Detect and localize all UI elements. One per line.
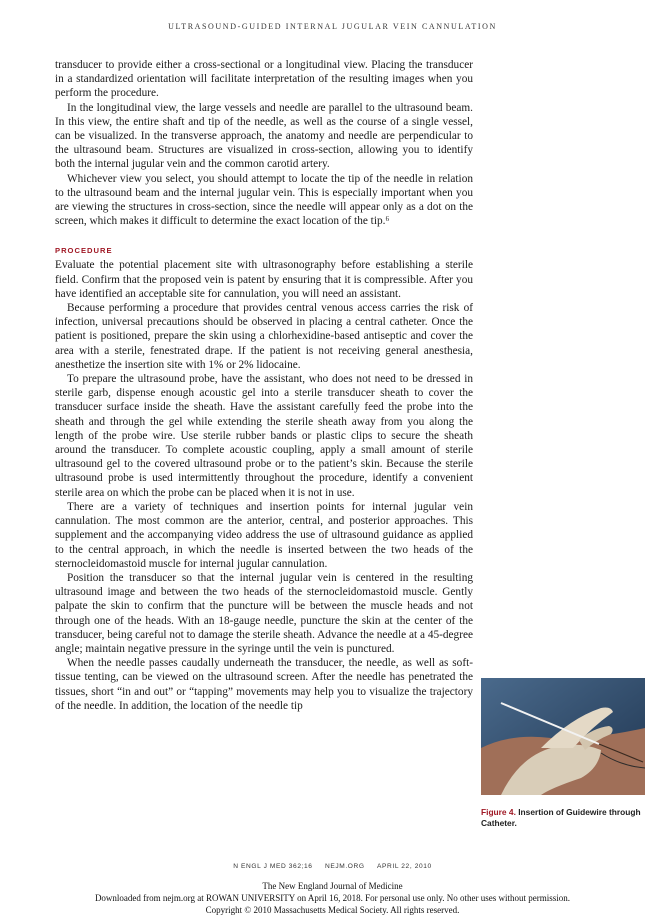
- figure-label: Figure 4.: [481, 807, 516, 817]
- figure-4: [481, 678, 645, 829]
- figure-photo: [481, 678, 645, 795]
- footer-journal: N ENGL J MED 362;16: [233, 863, 313, 870]
- figure-caption-text: Insertion of Guidewire through Catheter.: [481, 807, 641, 828]
- download-notice-title: The New England Journal of Medicine: [262, 881, 403, 891]
- article-body: [55, 58, 473, 713]
- paragraph: There are a variety of techniques and insertion points for internal jugular vein cannulation. The most common are the anterior, central, and posterior approaches. This supplement and the accompanying video address the use of ultrasound guidance as applied to the central approach, in which the needle is inserted between the two heads of the sternocleidomastoid muscle for internal jugular cannulation.: [55, 500, 473, 570]
- paragraph: In the longitudinal view, the large vessels and needle are parallel to the ultrasound beam. In this view, the entire shaft and tip of the needle, as well as the course of a single vessel, can be visualized. In the transverse approach, the anatomy and needle are perpendicular to the ultrasound beam. Structures are visualized in cross-section, allowing you to identify both the internal jugular vein and the common carotid artery.: [55, 101, 473, 171]
- copyright-notice: Copyright © 2010 Massachusetts Medical Society. All rights reserved.: [205, 905, 460, 915]
- paragraph: Position the transducer so that the internal jugular vein is centered in the resulting ultrasound image and between the two heads of the sternocleidomastoid muscle. Gently palpate the skin to confirm that the puncture will be between the muscle heads and not through one of the heads. With an 18-gauge needle, puncture the skin at the center of the transducer, being careful not to damage the sterile sheath. Advance the needle at a 45-degree angle; maintain negative pressure in the syringe until the vein is punctured.: [55, 571, 473, 655]
- paragraph: Evaluate the potential placement site with ultrasonography before establishing a sterile field. Confirm that the proposed vein is patent by ensuring that it is compressible. After you have identified an acceptable site for cannulation, you will need an assistant.: [55, 259, 473, 300]
- paragraph: Whichever view you select, you should attempt to locate the tip of the needle in relation to the ultrasound beam and the internal jugular vein. This is especially important when you are viewing the structures in cross-section, since the needle will appear only as a dot on the screen, which makes it difficult to determine the exact location of the tip.⁶: [55, 172, 473, 228]
- intro-section: [55, 58, 473, 228]
- paragraph: To prepare the ultrasound probe, have the assistant, who does not need to be dressed in sterile garb, dispense enough acoustic gel into a sterile transducer sheath to cover the transducer surface inside the sheath. Have the assistant carefully feed the probe into the sheath and through the gel while extending the sterile sheath away from you along the length of the probe wire. Use sterile rubber bands or plastic clips to secure the sheath around the transducer. To complete acoustic coupling, apply a small amount of sterile ultrasound gel to the covered ultrasound probe or to the patient’s skin. Because the sterile ultrasound probe is used intermittently throughout the procedure, identify a convenient sterile area on which the probe can be placed when it is not in use.: [55, 373, 473, 499]
- figure-caption: [481, 807, 645, 829]
- page-footer: [0, 863, 665, 870]
- paragraph: transducer to provide either a cross-sectional or a longitudinal view. Placing the transducer in a standardized orientation will facilitate interpretation of the resulting images when you perform the procedure.: [55, 59, 473, 100]
- download-notice: Downloaded from nejm.org at ROWAN UNIVERSITY on April 16, 2018. For personal use only. No other uses without permission.: [94, 893, 571, 903]
- footer-date: APRIL 22, 2010: [377, 863, 432, 870]
- paragraph: When the needle passes caudally underneath the transducer, the needle, as well as soft-tissue tenting, can be viewed on the ultrasound screen. After the needle has penetrated the tissues, short “in and out” or “tapping” movements may help you to visualize the trajectory of the needle. In addition, the location of the needle tip: [55, 657, 473, 712]
- paragraph: Because performing a procedure that provides central venous access carries the risk of infection, universal precautions should be observed in placing a central catheter. Once the patient is positioned, prepare the skin using a chlorhexidine-based antiseptic and cover the area with a sterile, fenestrated drape. If the patient is not receiving general anesthesia, anesthetize the insertion site with 1% or 2% lidocaine.: [55, 302, 473, 371]
- footer-site: NEJM.ORG: [325, 863, 365, 870]
- procedure-section: [55, 258, 473, 713]
- running-head: ULTRASOUND-GUIDED INTERNAL JUGULAR VEIN CANNULATION: [168, 22, 497, 31]
- section-heading-procedure: PROCEDURE: [55, 246, 113, 256]
